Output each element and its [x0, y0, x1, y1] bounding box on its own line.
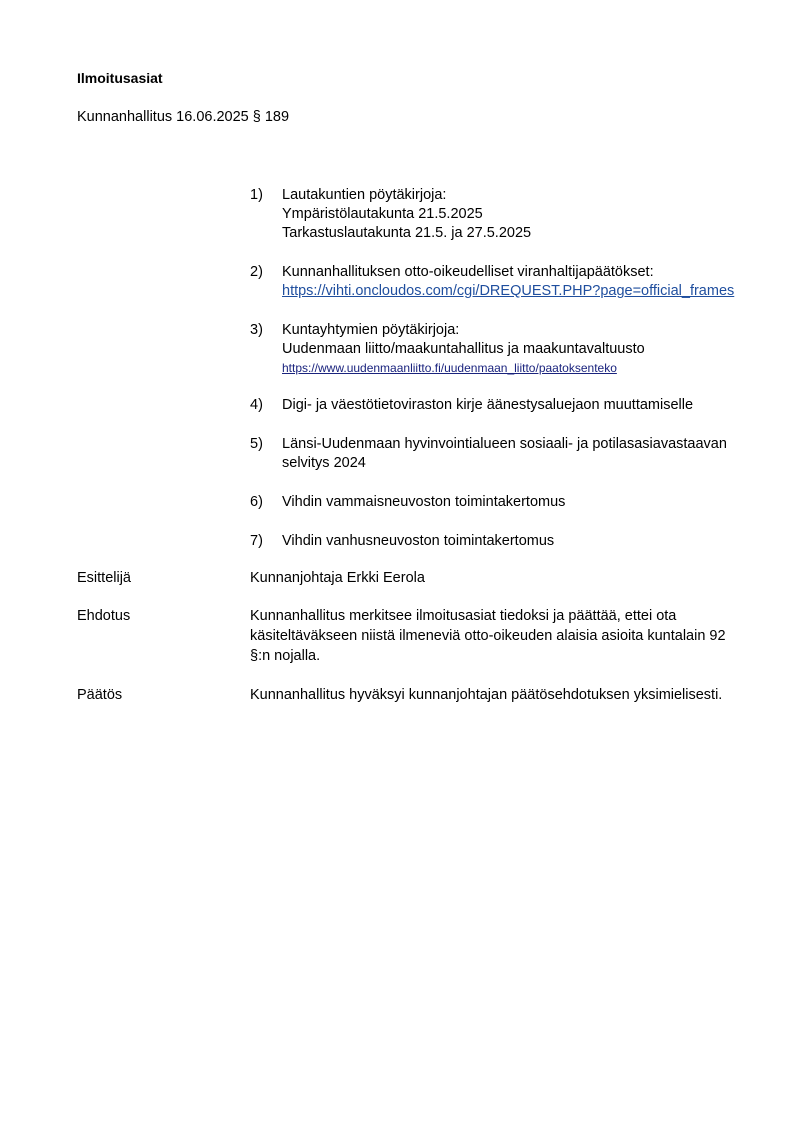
item-number: 4) — [250, 397, 263, 413]
list-item — [250, 493, 750, 512]
item-line: Uudenmaan liitto/maakuntahallitus ja maakuntavaltuusto — [282, 341, 645, 357]
item-number: 6) — [250, 494, 263, 510]
item-line: selvitys 2024 — [282, 455, 366, 471]
decision-text: Kunnanhallitus hyväksyi kunnanjohtajan päätösehdotuksen yksimielisesti. — [250, 687, 723, 703]
item-body — [282, 263, 750, 301]
proposal-text — [250, 606, 757, 666]
item-number: 1) — [250, 187, 263, 203]
list-item — [250, 396, 750, 415]
item-number: 7) — [250, 533, 263, 549]
item-body — [282, 435, 750, 473]
item-line: Lautakuntien pöytäkirjoja: — [282, 187, 447, 203]
regional-council-link[interactable]: https://www.uudenmaanliitto.fi/uudenmaan_liitto/paatoksenteko — [282, 361, 617, 375]
proposal-line: käsiteltäväkseen niistä ilmeneviä otto-oikeuden alaisia asioita kuntalain 92 — [250, 628, 726, 644]
item-number: 3) — [250, 322, 263, 338]
item-body — [282, 396, 750, 415]
item-number: 2) — [250, 264, 263, 280]
proposal-row — [77, 606, 757, 666]
presenter-text: Kunnanjohtaja Erkki Eerola — [250, 570, 425, 586]
item-line: Digi- ja väestötietoviraston kirje äänestysaluejaon muuttamiselle — [282, 397, 694, 413]
item-line: Länsi-Uudenmaan hyvinvointialueen sosiaali- ja potilasasiavastaavan — [282, 436, 727, 452]
list-item — [250, 435, 750, 473]
list-item — [250, 532, 750, 551]
item-line: Vihdin vanhusneuvoston toimintakertomus — [282, 533, 555, 549]
item-line: Kunnanhallituksen otto-oikeudelliset viranhaltijapäätökset: — [282, 264, 654, 280]
item-body — [282, 532, 750, 551]
presenter-row — [77, 568, 757, 588]
item-line: Ympäristölautakunta 21.5.2025 — [282, 206, 483, 222]
proposal-line: §:n nojalla. — [250, 648, 321, 664]
document-title: Ilmoitusasiat — [77, 70, 163, 86]
list-item — [250, 321, 750, 378]
item-line: Vihdin vammaisneuvoston toimintakertomus — [282, 494, 566, 510]
list-item — [250, 186, 750, 243]
item-body — [282, 493, 750, 512]
item-number: 5) — [250, 436, 263, 452]
proposal-line: Kunnanhallitus merkitsee ilmoitusasiat tiedoksi ja päättää, ettei ota — [250, 608, 677, 624]
official-decisions-link[interactable]: https://vihti.oncloudos.com/cgi/DREQUEST.PHP?page=official_frames — [282, 283, 735, 299]
meeting-reference: Kunnanhallitus 16.06.2025 § 189 — [77, 109, 290, 125]
item-body — [282, 321, 750, 378]
presenter-label: Esittelijä — [77, 570, 131, 586]
item-line: Tarkastuslautakunta 21.5. ja 27.5.2025 — [282, 225, 532, 241]
decision-row — [77, 685, 757, 705]
decision-label: Päätös — [77, 687, 123, 703]
proposal-label: Ehdotus — [77, 608, 131, 624]
item-body — [282, 186, 750, 243]
list-item — [250, 263, 750, 301]
item-line: Kuntayhtymien pöytäkirjoja: — [282, 322, 460, 338]
notice-list — [250, 186, 750, 551]
